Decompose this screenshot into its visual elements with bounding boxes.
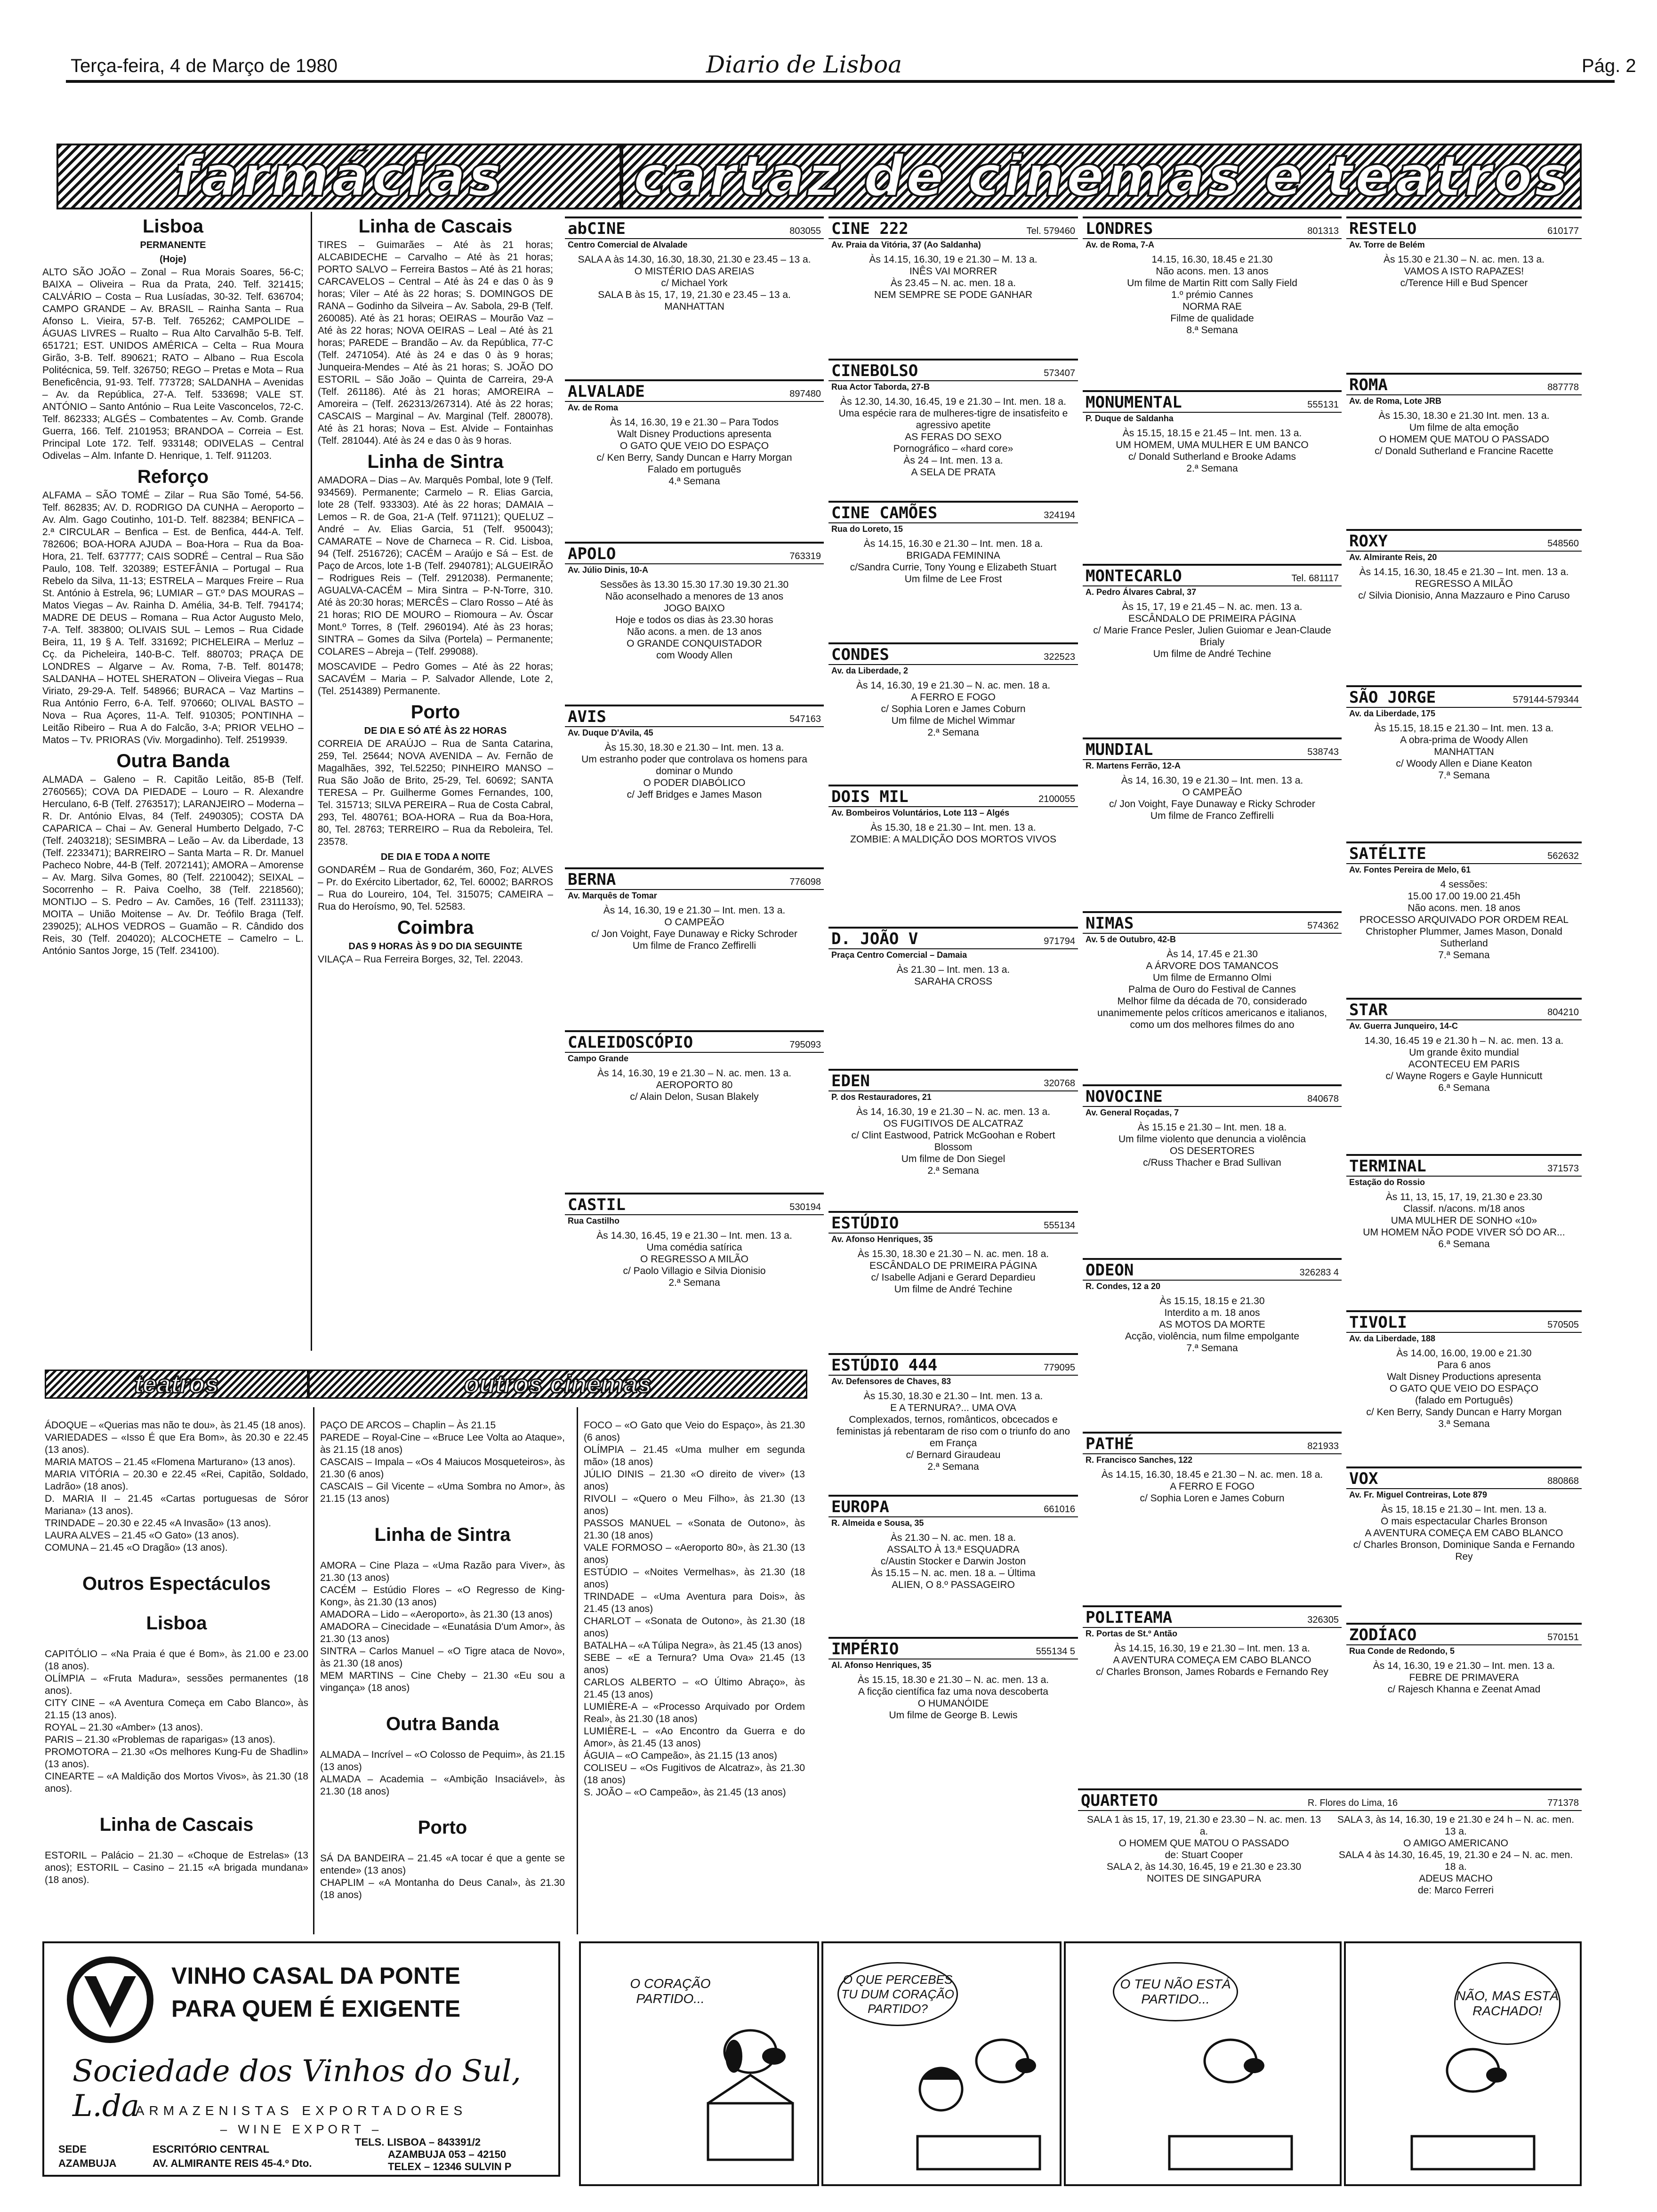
porto-subheading: DE DIA E SÓ ATÉ ÀS 22 HORAS	[364, 726, 507, 736]
cinema-address: Av. Duque D'Avila, 45	[568, 728, 653, 738]
cinema-phone: 897480	[789, 388, 821, 399]
cinema-address: Av. General Roçadas, 7	[1086, 1108, 1179, 1118]
cinema-name: AVIS	[568, 707, 606, 727]
cinema-phone: 547163	[789, 714, 821, 725]
comic-speech-4: NÃO, MAS ESTÁ RACHADO!	[1454, 1962, 1560, 2045]
cascais-list: TIRES – Guimarães – Até às 21 horas; ALCABIDECHE – Carvalho – Até às 21 horas; PORTO SALVO – Ferreira Bastos – Até às 21 horas; CARCAVELOS – Central – Até às 24 e das 0 às 9 horas; Viler – Até às 22 horas; S. DOMINGOS DE RANA – Godinho da Silveira – Av. Sabola, 29-B (Telf. 260085). Até às 21 horas; OEIRAS – Mourão Vaz – Até às 22 horas; NOVA OEIRAS – Leal – Até às 21 horas; PAREDE – Brandão – Av. da República, 77-C (Telf. 2471054). Até às 24 e das 0 às 9 horas; Junqueira-Mendes – Até às 21 horas; S. JOÃO DO ESTORIL – São João – Quinta de Carreira, 29-A (Telf. 261186). Até às 21 horas; AMOREIRA – Amoreira – (Telf. 262313/267314). Até às 22 horas; CASCAIS – Marginal – Av. Marginal (Telf. 280078). Até às 21 horas; Nova – Est. Alvide – Fontainhas (Telf. 281044). Até às 24 e das 0 às 9 horas.	[318, 240, 553, 446]
outros-lisboa-heading: Lisboa	[146, 1613, 207, 1634]
column-rule	[313, 1407, 314, 1934]
cinema-name: QUARTETO	[1081, 1791, 1158, 1810]
ad-office-label: ESCRITÓRIO CENTRAL	[153, 2143, 270, 2155]
cinema-listing	[565, 1193, 824, 1353]
snoopy-icon	[699, 2019, 802, 2169]
cinema-phone: 579144-579344	[1512, 695, 1579, 705]
cinema-program: Às 14.15, 16.30 e 21.30 – Int. men. 18 a. BRIGADA FEMININA c/Sandra Currie, Tony Young e Elizabeth Stuart Um filme de Lee Frost	[850, 538, 1057, 585]
cinema-name: ROXY	[1349, 532, 1388, 551]
cinema-address: Rua Actor Taborda, 27-B	[831, 382, 930, 392]
cinema-program: SALA A às 14.30, 16.30, 18.30, 21.30 e 23.45 – 13 a. O MISTÉRIO DAS AREIAS c/ Michael York SALA B às 15, 17, 19, 21.30 e 23.45 – 13 a. MANHATTAN	[578, 254, 811, 312]
ad-sede-label: SEDE	[58, 2143, 87, 2155]
other-cinemas-list-porto: FOCO – «O Gato que Veio do Espaço», às 21.30 (6 anos) OLÍMPIA – 21.45 «Uma mulher em segunda mão» (18 anos) JÚLIO DINIS – 21.30 «O direito de viver» (13 anos) RIVOLI – «Quero o Meu Filho», às 21.30 (13 anos) PASSOS MANUEL – «Sonata de Outono», às 21.30 (18 anos) VALE FORMOSO – «Aeroporto 80», às 21.30 (13 anos) ESTÚDIO – «Noites Vermelhas», às 21.30 (18 anos) TRINDADE – «Uma Aventura para Dois», às 21.45 (13 anos) CHARLOT – «Sonata de Outono», às 21.30 (18 anos) BATALHA – «A Túlipa Negra», às 21.45 (13 anos) SEBE – «E a Ternura? Uma Ova» 21.45 (13 anos) CARLOS ALBERTO – «O Último Abraço», às 21.45 (13 anos) LUMIÈRE-A – «Processo Arquivado por Ordem Real», às 21.30 (18 anos) LUMIÈRE-L – «Ao Encontro da Guerra e do Amor», às 21.45 (13 anos) ÁGUIA – «O Campeão», às 21.15 (13 anos) COLISEU – «Os Fugitivos de Alcatraz», às 21.30 (18 anos) S. JOÃO – «O Campeão», às 21.45 (13 anos)	[584, 1420, 805, 1798]
pharmacies-banner: farmácias	[56, 144, 621, 209]
cinema-phone: 2100055	[1038, 794, 1075, 805]
cinema-address: Av. Bombeiros Voluntários, Lote 113 – Algés	[831, 808, 1010, 818]
hoje-label: (Hoje)	[160, 254, 186, 264]
cinema-phone: 562632	[1547, 851, 1579, 861]
cinema-program: Às 21.30 – N. ac. men. 18 a. ASSALTO À 13.ª ESQUADRA c/Austin Stocker e Darwin Joston Às 15.15 – N. ac. men. 18 a. – Última ALIEN, O 8.º PASSAGEIRO	[871, 1532, 1036, 1591]
cinema-address: Rua Conde de Redondo, 5	[1349, 1646, 1455, 1656]
theatres-cascais-list: ESTORIL – Palácio – 21.30 – «Choque de Estrelas» (13 anos); ESTORIL – Casino – 21.15 «A brigada mundana» (18 anos).	[45, 1850, 308, 1885]
cinema-address: Av. da Liberdade, 175	[1349, 709, 1436, 718]
cinema-phone: 771378	[1547, 1798, 1579, 1808]
other-cinemas-column-1	[320, 1407, 565, 1934]
cinema-name: MONUMENTAL	[1086, 393, 1182, 412]
cinema-phone: 610177	[1547, 226, 1579, 236]
other-banda-heading: Outra Banda	[386, 1714, 499, 1734]
ad-export: – WINE EXPORT –	[220, 2122, 383, 2136]
outros-espectaculos-heading: Outros Espectáculos	[82, 1573, 271, 1594]
cinema-address: R. Portas de St.º Antão	[1086, 1629, 1177, 1639]
cinema-address: Praça Centro Comercial – Damaia	[831, 950, 967, 960]
cinema-name: DOIS MIL	[831, 787, 909, 807]
cinema-program: Às 14, 17.45 e 21.30 A ÁRVORE DOS TAMANCOS Um filme de Ermanno Olmi Palma de Ouro do Festival de Cannes Melhor filme da década de 70, considerado unanimemente pelos críticos americanos e italianos, como um dos melhores filmes do ano	[1097, 948, 1327, 1030]
cinema-name: NIMAS	[1086, 914, 1134, 933]
ad-sede-city: AZAMBUJA	[58, 2157, 117, 2169]
cinema-name: MONTECARLO	[1086, 566, 1182, 585]
comic-panel-3	[1064, 1941, 1342, 2186]
cinema-listing	[828, 216, 1078, 356]
cinema-address: Centro Comercial de Alvalade	[568, 240, 688, 249]
cinema-phone: 661016	[1044, 1504, 1075, 1515]
cinema-address: Av. Fontes Pereira de Melo, 61	[1349, 865, 1471, 874]
column-rule	[311, 212, 312, 1351]
cinema-phone: 322523	[1044, 652, 1075, 663]
cinema-name: NOVOCINE	[1086, 1087, 1163, 1106]
cinema-address: Campo Grande	[568, 1053, 629, 1063]
cinema-address: Av. Fr. Miguel Contreiras, Lote 879	[1349, 1490, 1488, 1499]
cinema-phone: 776098	[789, 876, 821, 887]
cinema-program: Às 15.30 e 21.30 – N. ac. men. 13 a. VAMOS A ISTO RAPAZES! c/Terence Hill e Bud Spencer	[1383, 254, 1545, 289]
cinema-name: MUNDIAL	[1086, 740, 1153, 759]
page-number: Pág. 2	[1582, 56, 1636, 76]
cinema-program: Às 15.15, 18.15 e 21.30 – Int. men. 13 a. A obra-prima de Woody Allen MANHATTAN c/ Woody Allen e Diane Keaton 7.ª Semana	[1374, 723, 1554, 781]
cinema-name: STAR	[1349, 1001, 1388, 1019]
cinema-listing	[828, 501, 1078, 640]
cinema-listing	[1346, 842, 1582, 995]
cinema-listing	[1346, 1623, 1582, 1776]
cinema-name: D. JOÃO V	[831, 930, 918, 949]
comic-speech-3: O TEU NÃO ESTÁ PARTIDO...	[1113, 1962, 1238, 2021]
lisboa-list: ALTO SÃO JOÃO – Zonal – Rua Morais Soares, 56-C; BAIXA – Oliveira – Rua da Prata, 240. Telf. 321415; CALVÁRIO – Costa – Rua Lusíadas, 30-32. Telf. 636704; CAMPO GRANDE – Av. BRASIL – Rainha Santa – Rua Afonso L. Vieira, 57-B. Telf. 765262; CAMPOLIDE – ÁGUAS LIVRES – Rualto – Rua Alto Carvalhão 5-B. Telf. 651721; EST. UNIDOS AMÉRICA – Celta – Rua Moura Girão, 3-B. Telf. 890621; RATO – Albano – Rua Escola Politécnica, 59. Telf. 326750; REGO – Pretas e Mota – Rua Beneficência, 91-93. Telf. 773728; SALDANHA – Avenidas – Av. da República, 27-A. Telf. 533698; VALE ST. ANTÓNIO – Santo António – Rua Leite Vasconcelos, 72-C. Telf. 862333; ALGÉS – Combatentes – Av. Comb. Grande Guerra, 166. Telf. 2101953; BRANDOA – Correia – Est. Principal Lote 172. Telf. 933148; ODIVELAS – Central Odivelas – Alm. Infante D. Henrique, 1. Telf. 911203.	[42, 267, 304, 461]
outra-banda-heading: Outra Banda	[116, 751, 230, 771]
cinema-program: Sessões às 13.30 15.30 17.30 19.30 21.30 Não aconselhado a menores de 13 anos JOGO BAIXO Hoje e todos os dias às 23.30 horas Não acons. a men. de 13 anos O GRANDE CONQUISTADOR com Woody Allen	[600, 579, 789, 661]
cinema-program: Às 15.15 e 21.30 – Int. men. 18 a. Um filme violento que denuncia a violência OS DESERTORES c/Russ Thacher e Brad Sullivan	[1118, 1122, 1306, 1169]
cinema-address: P. dos Restauradores, 21	[831, 1092, 932, 1102]
ad-business-type: ARMAZENISTAS EXPORTADORES	[135, 2103, 467, 2118]
cinema-address: A. Pedro Álvares Cabral, 37	[1086, 587, 1197, 597]
cinema-address: Av. de Roma, Lote JRB	[1349, 396, 1442, 406]
cinema-name: RESTELO	[1349, 219, 1417, 238]
cinema-phone: 801313	[1307, 226, 1339, 236]
cinema-program: Às 14.15, 16.30, 18.45 e 21.30 – Int. men. 13 a. REGRESSO A MILÃO c/ Silvia Dionisio, Anna Mazzauro e Pino Caruso	[1358, 567, 1570, 601]
snoopy-writing-icon	[1402, 2037, 1544, 2179]
cinema-phone: 763319	[789, 551, 821, 562]
pharmacy-column-2	[318, 212, 553, 1351]
cinema-address: R. Martens Ferrão, 12-A	[1086, 761, 1181, 770]
cinema-phone: 971794	[1044, 936, 1075, 947]
cinema-program: Às 15, 17, 19 e 21.45 – N. ac. men. 13 a. ESCÂNDALO DE PRIMEIRA PÁGINA c/ Marie France Pesler, Julien Guiomar e Jean-Claude Brialy Um filme de André Techine	[1093, 601, 1331, 659]
cinema-address: Av. Almirante Reis, 20	[1349, 553, 1437, 562]
cinema-listing	[828, 1211, 1078, 1350]
cinema-program: Às 15, 18.15 e 21.30 – Int. men. 13 a. O mais espectacular Charles Bronson A AVENTURA COMEÇA EM CABO BLANCO c/ Charles Bronson, Dominique Sanda e Fernando Rey	[1353, 1504, 1575, 1562]
cinema-listing	[1346, 216, 1582, 370]
cinema-program: Às 14, 16.30, 19 e 21.30 – Int. men. 13 a. O CAMPEÃO c/ Jon Voight, Faye Dunaway e Ricky Schroder Um filme de Franco Zeffirelli	[591, 905, 797, 951]
ad-telex: TELEX – 12346 SULVIN P	[388, 2161, 512, 2172]
column-rule	[577, 1407, 578, 1934]
cinema-program: 4 sessões: 15.00 17.00 19.00 21.45h Não acons. men. 18 anos PROCESSO ARQUIVADO POR ORDEM REAL Christopher Plummer, James Mason, Donald Sutherland 7.ª Semana	[1359, 879, 1569, 961]
cinema-address: Av. Júlio Dinis, 10-A	[568, 565, 649, 575]
other-cinemas-list-d: SÁ DA BANDEIRA – 21.45 «A tocar é que a gente se entende» (13 anos) CHAPLIM – «A Montanha do Deus Canal», às 21.30 (18 anos)	[320, 1853, 565, 1900]
cinema-listing	[1083, 390, 1342, 561]
cinema-address: Rua do Loreto, 15	[831, 524, 903, 534]
cinema-listing	[1083, 1432, 1342, 1603]
other-cinemas-list-b: AMORA – Cine Plaza – «Uma Razão para Viver», às 21.30 (13 anos) CACÉM – Estúdio Flores – «O Regresso de King-Kong», às 21.30 (13 anos) AMADORA – Lido – «Aeroporto», às 21.30 (13 anos) AMADORA – Cinecidade – «Eunatásia D'um Amor», às 21.30 (13 anos) SINTRA – Carlos Manuel – «O Tigre ataca de Novo», às 21.30 (18 anos) MEM MARTINS – Cine Cheby – 21.30 «Eu sou a vingança» (18 anos)	[320, 1560, 565, 1693]
cinema-listing	[828, 785, 1078, 924]
cinema-program: Às 15.30, 18.30 e 21.30 – Int. men. 13 a. E A TERNURA?... UMA OVA Complexados, ternos, românticos, obcecados e feministas já rebentaram de riso com o triunfo do ano em França c/ Bernard Giraudeau 2.ª Semana	[836, 1390, 1070, 1472]
outros-lisboa-list: CAPITÓLIO – «Na Praia é que é Bom», às 21.00 e 23.00 (18 anos). OLÍMPIA – «Fruta Madura», sessões permanentes (18 anos). CITY CINE – «A Aventura Começa em Cabo Blanco», às 21.15 (13 anos). ROYAL – 21.30 «Amber» (13 anos). PARIS – 21.30 «Problemas de raparigas» (13 anos). PROMOTORA – 21.30 «Os melhores Kung-Fu de Shadlin» (13 anos). CINEARTE – «A Maldição dos Mortos Vivos», às 21.30 (18 anos).	[45, 1649, 308, 1794]
cinema-program: Às 15.30, 18.30 e 21.30 – Int. men. 13 a. Um estranho poder que controlava os homens para dominar o Mundo O PODER DIABÓLICO c/ Jeff Bridges e James Mason	[581, 742, 807, 801]
cinema-phone: 573407	[1044, 368, 1075, 378]
cinema-name: CINE CAMÕES	[831, 503, 938, 522]
cinema-address: Av. Afonso Henriques, 35	[831, 1234, 933, 1244]
permanente-label: PERMANENTE	[140, 240, 206, 250]
cinema-name: PATHÉ	[1086, 1435, 1134, 1454]
cinema-listing	[565, 705, 824, 865]
cinema-phone: 548560	[1547, 538, 1579, 549]
other-cinemas-list-c: ALMADA – Incrível – «O Colosso de Pequim», às 21.15 (13 anos) ALMADA – Academia – «Ambição Insaciável», às 21.30 (18 anos)	[320, 1749, 565, 1797]
cinema-name: BERNA	[568, 870, 616, 889]
cinema-address: Av. Defensores de Chaves, 83	[831, 1376, 951, 1386]
cinema-phone: 320768	[1044, 1078, 1075, 1089]
reforco-list: ALFAMA – SÃO TOMÉ – Zilar – Rua São Tomé, 54-56. Telf. 862835; AV. D. RODRIGO DA CUNHA – Aeroporto – Av. Alm. Gago Coutinho, 101-D. Telf. 882384; BENFICA – 2.ª CIRCULAR – Benfica – Est. de Benfica, 444-A. Telf. 782606; BOA-HORA AJUDA – Boa-Hora – Rua da Boa-Hora, 21. Telf. 637777; CAIS SODRÉ – Central – Rua São Paulo, 108. Telf. 320389; ESTEFÂNIA – Portugal – Rua Rebelo da Silva, 11-13; ESTRELA – Marques Freire – Rua St. António à Estrela, 96; LUMIAR – GT.º DAS MOURAS – Matos Viegas – Av. Rainha D. Amélia, 34-B. Telf. 794174; MADRE DE DEUS – Romana – Rua Actor Augusto Melo, 7-A. Telf. 383800; OLIVAIS SUL – Lemos – Rua Cidade Beira, 11, 19 § A. Telf. 331692; PICHELEIRA – Merluz – Cç. da Picheleira, 140-B-C. Telf. 880703; PRAÇA DE LONDRES – Algarve – Av. Roma, 7-B. Telf. 801478; SALDANHA – HOTEL SHERATON – Oliveira Viegas – Rua Viriato, 29-29-A. Telf. 548966; BURACA – Vaz Martins – Rua António Ferro, 6-A. Telf. 970660; OLIVAL BASTO – Nova – Rua Açores, 11-A. Telf. 910305; PONTINHA – Leitão Ribeiro – Rua A do Falcão, 3-A; PRIOR VELHO – Matos – Tv. PRIORAS (Viv. Morgadinho). Telf. 2519939.	[42, 490, 304, 745]
cinema-name: EDEN	[831, 1071, 870, 1090]
theatres-cascais-heading: Linha de Cascais	[99, 1814, 254, 1835]
cinema-phone: 555134 5	[1036, 1646, 1075, 1657]
cinema-listing	[828, 1495, 1078, 1634]
cinema-phone: 570151	[1547, 1632, 1579, 1643]
cinema-phone: 324194	[1044, 510, 1075, 521]
comic-speech-1: O CORAÇÃO PARTIDO...	[630, 1976, 711, 2006]
cinema-name: VOX	[1349, 1469, 1378, 1488]
cinema-name: ESTÚDIO 444	[831, 1355, 938, 1375]
theatres-banner: teatros	[45, 1370, 308, 1399]
ad-phones-2: AZAMBUJA 053 – 42150	[388, 2148, 507, 2160]
cinema-address: Av. Guerra Junqueiro, 14-C	[1349, 1021, 1458, 1031]
cinema-listing	[1083, 737, 1342, 908]
cinema-listing	[1346, 529, 1582, 682]
quarteto-rooms-1-2: SALA 1 às 15, 17, 19, 21.30 e 23.30 – N. ac. men. 13 a. O HOMEM QUE MATOU O PASSADO de: Stuart Cooper SALA 2, às 14.30, 16.45, 19 e 21.30 e 23.30 NOITES DE SINGAPURA	[1086, 1814, 1321, 1884]
cinema-name: ODEON	[1086, 1261, 1134, 1280]
cascais-heading: Linha de Cascais	[358, 216, 513, 237]
cinema-name: TIVOLI	[1349, 1313, 1407, 1332]
cinema-program: Às 14.00, 16.00, 19.00 e 21.30 Para 6 anos Walt Disney Productions apresenta O GATO QUE VEIO DO ESPAÇO (falado em Português) c/ Ken Berry, Sandy Duncan e Harry Morgan 3.ª Semana	[1366, 1348, 1562, 1429]
theatres-list: ÁDOQUE – «Querias mas não te dou», às 21.45 (18 anos). VARIEDADES – «Isso É que Era Bom», às 20.30 e 22.45 (13 anos). MARIA MATOS – 21.45 «Flomena Marturano» (13 anos). MARIA VITÓRIA – 20.30 e 22.45 «Rei, Capitão, Soldado, Ladrão» (18 anos). D. MARIA II – 21.45 «Cartas portuguesas de Sóror Mariana» (13 anos). TRINDADE – 20.30 e 22.45 «A Invasão» (13 anos). LAURA ALVES – 21.45 «O Gato» (13 anos). COMUNA – 21.45 «O Dragão» (13 anos).	[45, 1420, 308, 1553]
reforco-heading: Reforço	[137, 466, 209, 487]
cinema-name: ZODÍACO	[1349, 1626, 1417, 1644]
cinema-address: Av. da Liberdade, 2	[831, 666, 909, 676]
ad-headline-1: VINHO CASAL DA PONTE	[171, 1963, 460, 1989]
cinema-phone: Tel. 681117	[1291, 573, 1339, 584]
cinema-program: Às 12.30, 14.30, 16.45, 19 e 21.30 – Int. men. 18 a. Uma espécie rara de mulheres-tigre de insatisfeito e agressivo apetite AS FERAS DO SEXO Pornográfico – «hard core» Às 24 – Int. men. 13 a. A SELA DE PRATA	[838, 396, 1068, 478]
cinema-address: Estação do Rossio	[1349, 1178, 1425, 1187]
cinema-program: Às 11, 13, 15, 17, 19, 21.30 e 23.30 Classif. n/acons. m/18 anos UMA MULHER DE SONHO «10» UM HOMEM NÃO PODE VIVER SÓ DO AR... 6.ª Semana	[1363, 1192, 1565, 1250]
comic-panel-1	[579, 1941, 819, 2186]
cinema-listing	[1346, 685, 1582, 839]
cinema-address: Av. da Liberdade, 188	[1349, 1334, 1436, 1343]
cinema-listing	[828, 359, 1078, 498]
cinema-program: Às 15.15, 18.15 e 21.45 – Int. men. 13 a. UM HOMEM, UMA MULHER E UM BANCO c/ Donald Sutherland e Brooke Adams 2.ª Semana	[1116, 427, 1309, 474]
cinema-phone: Tel. 579460	[1026, 226, 1075, 236]
cinema-name: APOLO	[568, 545, 616, 564]
cinema-name: abCINE	[568, 219, 626, 238]
cinema-phone: 880868	[1547, 1476, 1579, 1486]
cinema-listing	[1083, 1258, 1342, 1429]
cinema-quarteto	[1078, 1788, 1582, 1930]
cinema-listing	[565, 542, 824, 702]
cinema-phone: 821933	[1307, 1441, 1339, 1452]
cinema-address: Av. 5 de Outubro, 42-B	[1086, 934, 1176, 944]
cinema-name: IMPÉRIO	[831, 1640, 899, 1659]
cinema-address: Av. de Roma, 7-A	[1086, 240, 1155, 249]
cinema-address: Al. Afonso Henriques, 35	[831, 1660, 932, 1670]
cinema-listing	[1346, 1467, 1582, 1620]
cinema-listing	[1346, 1154, 1582, 1307]
cinema-listing	[828, 927, 1078, 1066]
cinema-address: Av. de Roma	[568, 402, 619, 412]
sintra-list-extra: MOSCAVIDE – Pedro Gomes – Até às 22 horas; SACAVÉM – Maria – P. Salvador Allende, Lote 2, (Tel. 2514389) Permanente.	[318, 661, 553, 697]
cinema-phone: 555131	[1307, 399, 1339, 410]
cinema-name: CASTIL	[568, 1195, 626, 1215]
cinema-address: R. Almeida e Sousa, 35	[831, 1518, 924, 1528]
cinema-phone: 326283 4	[1299, 1267, 1339, 1278]
cinema-name: CALEIDOSCÓPIO	[568, 1033, 693, 1052]
cinema-phone: 570505	[1547, 1320, 1579, 1330]
other-cinemas-list-a: PAÇO DE ARCOS – Chaplin – Às 21.15 PAREDE – Royal-Cine – «Bruce Lee Volta ao Ataque», às 21.15 (18 anos) CASCAIS – Impala – «Os 4 Maiucos Mosqueteiros», às 21.30 (6 anos) CASCAIS – Gil Vicente – «Uma Sombra no Amor», às 21.15 (13 anos)	[320, 1420, 565, 1504]
cinema-listing	[565, 216, 824, 377]
cinema-program: Às 15.30, 18.30 e 21.30 Int. men. 13 a. Um filme de alta emoção O HOMEM QUE MATOU O PASSADO c/ Donald Sutherland e Francine Racette	[1375, 410, 1553, 457]
sintra-list: AMADORA – Dias – Av. Marquês Pombal, lote 9 (Telf. 934569). Permanente; Carmelo – R. Elias Garcia, lote 28 (Telf. 933303). Até às 22 horas; DAMAIA – Lemos – R. de Goa, 21-A (Telf. 971121); QUELUZ – André – Av. Elias Garcia, 51 (Telf. 950043); CAMARATE – Nove de Charneca – R. Cid. Lisboa, 94 (Telf. 2516726); CACÉM – Araújo e Sá – Est. de Paço de Arcos, lote 1-B (Telf. 2940781); ALGUEIRÃO – Rodrigues Reis – (Telf. 2912038). Permanente; AGUALVA-CACÉM – Mira Sintra – P-N-Torre, 310. Até às 20:30 horas; MERCÊS – Claro Rosso – Até às 21 horas; RIO DE MOURO – Riomoura – Av. Óscar Mont.º Torres, 8 (Telf. 2960194). Até às 23 horas; SINTRA – Gomes da Silva (Portela) – Permanente; COLARES – Abreja – (Telf. 299088).	[318, 475, 553, 657]
cinema-listing	[828, 1353, 1078, 1492]
cinema-address: Rua Castilho	[568, 1216, 620, 1226]
cinema-name: SATÉLITE	[1349, 844, 1426, 863]
cinema-program: 14.15, 16.30, 18.45 e 21.30 Não acons. men. 13 anos Um filme de Martin Ritt com Sally Field 1.º prémio Cannes NORMA RAE Filme de qualidade 8.ª Semana	[1127, 254, 1297, 336]
cinema-listing	[1346, 373, 1582, 526]
cinema-address: R. Flores do Lima, 16	[1307, 1798, 1398, 1808]
cinema-listing	[1346, 1310, 1582, 1464]
sintra-heading: Linha de Sintra	[367, 451, 504, 472]
porto-heading: Porto	[410, 702, 460, 722]
cinema-phone: 803055	[789, 226, 821, 236]
cinema-phone: 795093	[789, 1039, 821, 1050]
cinema-listing	[828, 642, 1078, 782]
issue-date: Terça-feira, 4 de Março de 1980	[71, 56, 338, 76]
comic-speech-2: O QUE PERCEBES TU DUM CORAÇÃO PARTIDO?	[837, 1962, 958, 2026]
coimbra-subheading: DAS 9 HORAS ÀS 9 DO DIA SEGUINTE	[348, 941, 523, 952]
cinema-phone: 530194	[789, 1202, 821, 1213]
cinema-name: CINEBOLSO	[831, 361, 918, 380]
header-rule	[66, 80, 1615, 83]
cinema-phone: 887778	[1547, 382, 1579, 393]
cinema-name: EUROPA	[831, 1498, 889, 1517]
cinema-program: Às 14, 16.30, 19 e 21.30 – N. ac. men. 13 a. AEROPORTO 80 c/ Alain Delon, Susan Blakely	[597, 1067, 792, 1102]
cinema-program: Às 14, 16.30, 19 e 21.30 – Int. men. 13 a. FEBRE DE PRIMAVERA c/ Rajesch Khanna e Zeenat Amad	[1373, 1660, 1555, 1695]
cinema-address: Av. Praia da Vitória, 37 (Ao Saldanha)	[831, 240, 981, 249]
cinema-program: Às 14.15, 16.30, 19 e 21.30 – Int. men. 13 a. A AVENTURA COMEÇA EM CABO BLANCO c/ Charles Bronson, James Robards e Fernando Rey	[1096, 1643, 1328, 1678]
lucy-snoopy-icon	[908, 2028, 1049, 2179]
outra-banda-list: ALMADA – Galeno – R. Capitão Leitão, 85-B (Telf. 2760565); COVA DA PIEDADE – Louro – R. Alexandre Herculano, 6-B (Telf. 2763517); LARANJEIRO – Moderna – R. Dr. António Elvas, 84 (Telf. 2490305); COSTA DA CAPARICA – Chai – Av. General Humberto Delgado, 7-C (Telf. 2403218); SESIMBRA – Leão – Av. da Liberdade, 13 (Telf. 2233471); BARREIRO – Santa Marta – R. Dr. Manuel Pacheco Nobre, 44-B (Telf. 2072141); AMORA – Amorense – Av. Marg. Silva Gomes, 80 (Telf. 2210042); SEIXAL – Socorrenho – R. Paiva Coelho, 38 (Telf. 2218560); MONTIJO – S. Pedro – Av. Camões, 16 (Telf. 2311133); MOITA – União Moitense – Av. Dr. Teófilo Braga (Telf. 239025); ALHOS VEDROS – Guamão – R. Cândido dos Reis, 30 (Telf. 204020); ALCOCHETE – Camelro – L. António Santos Jorge, 15 (Telf. 234100).	[42, 774, 304, 956]
cinema-program: Às 14, 16.30, 19 e 21.30 – N. ac. men. 18 a. A FERRO E FOGO c/ Sophia Loren e James Coburn Um filme de Michel Wimmar 2.ª Semana	[856, 680, 1051, 738]
cinema-phone: 538743	[1307, 746, 1339, 757]
cinema-listing	[565, 867, 824, 1027]
cinema-program: Às 21.30 – Int. men. 13 a. SARAHA CROSS	[896, 964, 1010, 987]
cinema-phone: 840678	[1307, 1094, 1339, 1105]
cinema-listing	[1083, 564, 1342, 735]
cinema-name: ESTÚDIO	[831, 1213, 899, 1233]
cinema-program: Às 15.30, 18 e 21.30 – Int. men. 13 a. ZOMBIE: A MALDIÇÃO DOS MORTOS VIVOS	[850, 822, 1056, 845]
cinema-name: CONDES	[831, 645, 889, 665]
cinema-listing	[1083, 1084, 1342, 1255]
cinema-phone: 326305	[1307, 1615, 1339, 1626]
cinema-program: Às 14, 16.30, 19 e 21.30 – Para Todos Walt Disney Productions apresenta O GATO QUE VEIO DO ESPAÇO c/ Ken Berry, Sandy Duncan e Harry Morgan Falado em português 4.ª Semana	[596, 417, 792, 487]
cinema-listing	[1346, 998, 1582, 1151]
cinema-name: LONDRES	[1086, 219, 1153, 238]
other-cinemas-banner: outros cinemas	[308, 1370, 807, 1399]
wine-advertisement	[42, 1941, 560, 2177]
cinema-listing	[565, 379, 824, 539]
quarteto-rooms-3-4: SALA 3, às 14, 16.30, 19 e 21.30 e 24 h – N. ac. men. 13 a. O AMIGO AMERICANO SALA 4 às 14.30, 16.45, 19, 21.30 e 24 – N. ac. men. 18 a. ADEUS MACHO de: Marco Ferreri	[1337, 1814, 1575, 1896]
cinema-program: Às 15.30, 18.30 e 21.30 – N. ac. men. 18 a. ESCÂNDALO DE PRIMEIRA PÁGINA c/ Isabelle Adjani e Gerard Depardieu Um filme de André Techine	[857, 1248, 1049, 1295]
cinema-listing	[828, 1069, 1078, 1208]
cinema-phone: 804210	[1547, 1007, 1579, 1018]
cinema-name: TERMINAL	[1349, 1157, 1426, 1176]
comic-panel-2	[821, 1941, 1062, 2186]
pharmacy-column-1	[42, 212, 304, 1351]
cinema-name: ALVALADE	[568, 382, 645, 401]
cinema-phone: 574362	[1307, 920, 1339, 931]
cinema-program: Às 15.15, 18.15 e 21.30 Interdito a m. 18 anos AS MOTOS DA MORTE Acção, violência, num filme empolgante 7.ª Semana	[1125, 1296, 1300, 1354]
ad-office-address: AV. ALMIRANTE REIS 45-4.º Dto.	[153, 2157, 312, 2169]
cinema-program: Às 15.15, 18.30 e 21.30 – N. ac. men. 13 a. A ficção científica faz uma nova descoberta O HUMANÓIDE Um filme de George B. Lewis	[857, 1675, 1049, 1721]
ad-headline-2: PARA QUEM É EXIGENTE	[171, 1996, 460, 2022]
cinema-phone: 779095	[1044, 1362, 1075, 1373]
cinema-name: CINE 222	[831, 219, 909, 238]
cinema-program: 14.30, 16.45 19 e 21.30 h – N. ac. men. 13 a. Um grande êxito mundial ACONTECEU EM PARIS c/ Wayne Rogers e Gayle Hunnicutt 6.ª Semana	[1364, 1035, 1564, 1093]
cinemas-banner: cartaz de cinemas e teatros	[621, 144, 1582, 209]
ad-company: Sociedade dos Vinhos do Sul, L.da	[72, 2054, 521, 2124]
cinema-address: P. Duque de Saldanha	[1086, 413, 1174, 423]
cinema-program: Às 14.15, 16.30, 19 e 21.30 – M. 13 a. INÊS VAI MORRER Às 23.45 – N. ac. men. 18 a. NEM SEMPRE SE PODE GANHAR	[869, 254, 1038, 300]
wine-logo-icon	[63, 1953, 157, 2047]
cinema-program: Às 14.30, 16.45, 19 e 21.30 – Int. men. 13 a. Uma comédia satírica O REGRESSO A MILÃO c/ Paolo Villagio e Silvia Dionisio 2.ª Semana	[596, 1230, 792, 1289]
cinema-listing	[1083, 216, 1342, 387]
other-porto-heading: Porto	[418, 1817, 467, 1838]
theatres-column	[45, 1407, 308, 1934]
porto-subheading-2: DE DIA E TODA A NOITE	[380, 852, 491, 862]
cinema-name: POLITEAMA	[1086, 1608, 1173, 1627]
cinema-address: R. Francisco Sanches, 122	[1086, 1455, 1193, 1465]
cinema-name: SÃO JORGE	[1349, 688, 1436, 707]
lisboa-heading: Lisboa	[143, 216, 203, 237]
cinema-phone: 371573	[1547, 1163, 1579, 1174]
cinema-address: Av. Marquês de Tomar	[568, 890, 657, 900]
porto-list: CORREIA DE ARAÚJO – Rua de Santa Catarina, 259, Tel. 25644; NOVA AVENIDA – Av. Fernão de Magalhães, 392, Tel.52250; PINHEIRO MANSO – Rua São João de Brito, 25-29, Tel. 60692; SANTA TERESA – Pr. Guilherme Gomes Fernandes, 100, Tel. 315713; SILVA PEREIRA – Rua de Costa Cabral, 293, Tel. 480761; BOA-HORA – Rua da Boa-Hora, 80, Tel. 28763; TERREIRO – Rua da Reboleira, Tel. 23578.	[318, 738, 553, 847]
cinema-listing	[1083, 911, 1342, 1082]
cinema-program: Às 14.15, 16.30, 18.45 e 21.30 – N. ac. men. 18 a. A FERRO E FOGO c/ Sophia Loren e James Coburn	[1101, 1469, 1323, 1504]
cinema-name: ROMA	[1349, 376, 1388, 394]
cinema-listing	[1083, 1605, 1342, 1776]
coimbra-list: VILAÇA – Rua Ferreira Borges, 32, Tel. 22043.	[318, 954, 523, 965]
ad-phones: TELS. LISBOA – 843391/2	[355, 2136, 481, 2148]
other-cinemas-column-2	[584, 1407, 805, 1934]
other-sintra-heading: Linha de Sintra	[374, 1524, 511, 1545]
cinema-address: Av. Torre de Belém	[1349, 240, 1425, 249]
comic-panel-4	[1344, 1941, 1582, 2186]
cinema-program: Às 14, 16.30, 19 e 21.30 – Int. men. 13 a. O CAMPEÃO c/ Jon Voight, Faye Dunaway e Ricky Schroder Um filme de Franco Zeffirelli	[1109, 775, 1315, 821]
cinema-phone: 555134	[1044, 1220, 1075, 1231]
cinema-program: Às 14, 16.30, 19 e 21.30 – N. ac. men. 13 a. OS FUGITIVOS DE ALCATRAZ c/ Clint Eastwood, Patrick McGoohan e Robert Blossom Um filme de Don Siegel 2.ª Semana	[851, 1106, 1055, 1176]
porto-list-2: GONDARÉM – Rua de Gondarém, 360, Foz; ALVES – Pr. do Exército Libertador, 62, Tel. 60002; BARROS – Rua do Loureiro, 104, Tel. 315075; CAMEIRA – Rua do Heroísmo, 90, Tel. 52583.	[318, 865, 553, 912]
cinema-listing	[565, 1030, 824, 1190]
coimbra-heading: Coimbra	[397, 917, 474, 938]
cinema-address: R. Condes, 12 a 20	[1086, 1282, 1161, 1291]
snoopy-typewriter-icon	[1160, 2028, 1301, 2179]
cinema-listing	[828, 1637, 1078, 1776]
masthead: Diario de Lisboa	[706, 51, 902, 78]
